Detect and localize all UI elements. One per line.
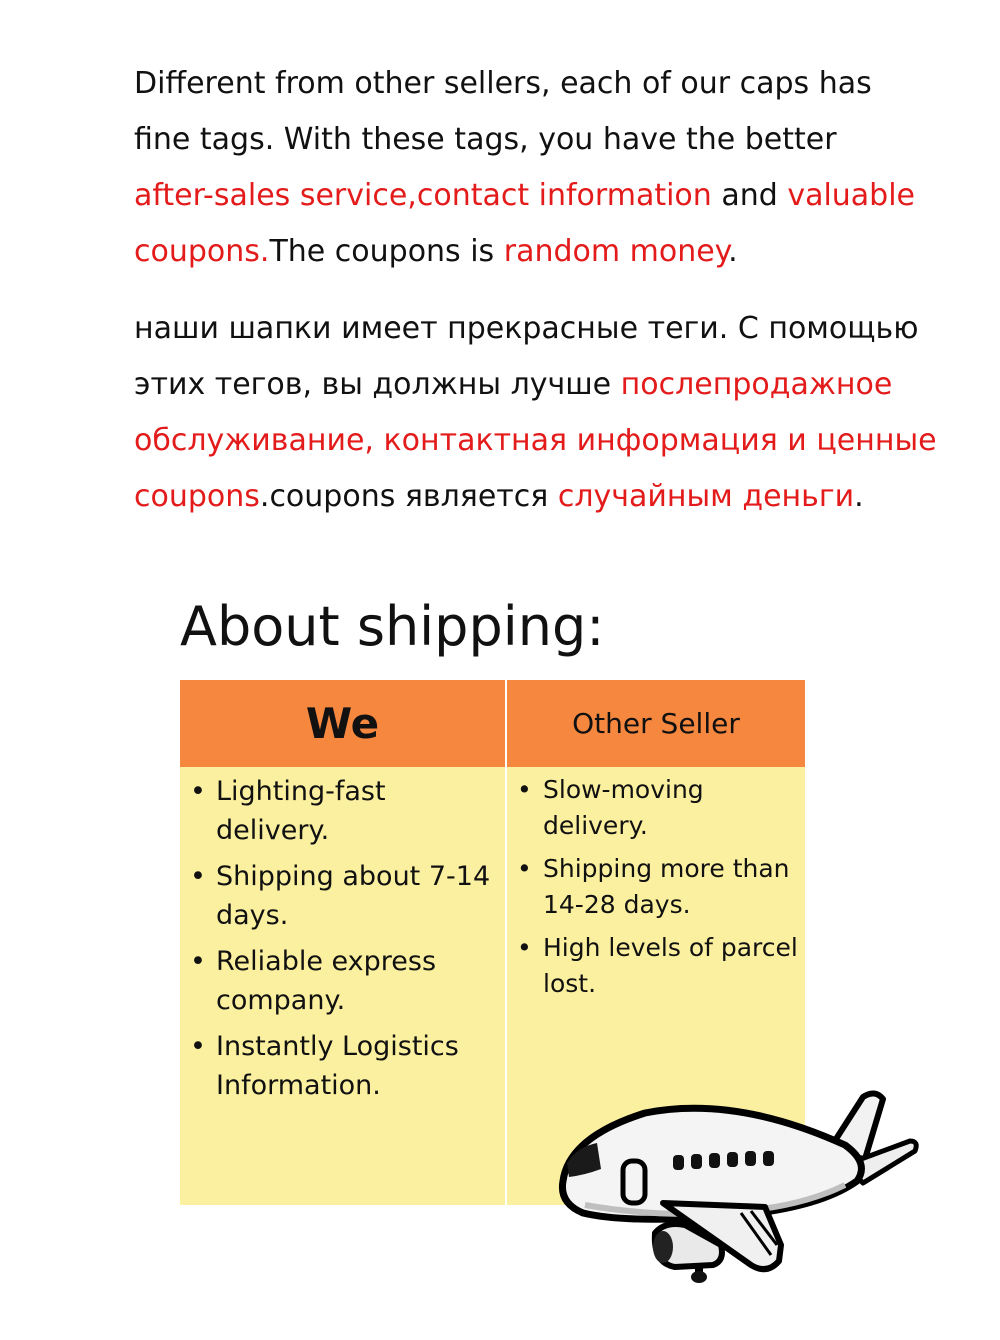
list-item xyxy=(513,930,801,1002)
list-item-text: Lighting-fast delivery. xyxy=(216,776,386,846)
highlight-coupons: coupons. xyxy=(134,234,270,269)
list-item xyxy=(513,851,801,923)
list-item xyxy=(186,1027,501,1105)
intro-en-line-1: Different from other sellers, each of our caps has xyxy=(134,66,872,101)
airplane-icon xyxy=(545,1085,935,1285)
column-divider xyxy=(505,680,507,1205)
bullet-icon: • xyxy=(190,776,206,807)
list-item xyxy=(186,857,501,935)
intro-ru-line-2-text: этих тегов, вы должны лучше xyxy=(134,367,621,402)
intro-en-line-3 xyxy=(134,168,934,224)
highlight-ru-after-sales: послепродажное xyxy=(620,367,893,402)
intro-en-line-2: fine tags. With these tags, you have the better xyxy=(134,122,837,157)
list-item-text: Shipping about 7-14 days. xyxy=(216,861,491,931)
intro-ru-line-2 xyxy=(134,357,934,413)
highlight-ru-random-money: случайным деньги xyxy=(557,479,855,514)
highlight-random-money: random money xyxy=(503,234,729,269)
intro-en-line-4 xyxy=(134,224,934,280)
bullet-icon: • xyxy=(190,861,206,892)
header-we: We xyxy=(180,680,505,767)
header-other-seller: Other Seller xyxy=(507,680,805,767)
intro-paragraph-russian xyxy=(134,301,937,525)
bullet-icon: • xyxy=(517,854,532,883)
intro-ru-line-3: обслуживание, контактная информация и ценные xyxy=(134,423,937,458)
highlight-after-sales: after-sales service,contact information xyxy=(134,178,712,213)
intro-en-coupons-is: The coupons is xyxy=(269,234,504,269)
list-item-text: Reliable express company. xyxy=(216,946,437,1016)
list-item xyxy=(513,772,801,844)
bullet-icon: • xyxy=(517,933,532,962)
intro-en-and: and xyxy=(711,178,788,213)
list-item xyxy=(186,772,501,850)
intro-paragraph-english xyxy=(134,56,934,280)
we-benefits-list xyxy=(186,772,501,1112)
bullet-icon: • xyxy=(190,1031,206,1062)
intro-ru-line-4 xyxy=(134,469,934,525)
intro-ru-coupons-is: .coupons является xyxy=(259,479,558,514)
intro-en-period: . xyxy=(728,234,738,269)
list-item xyxy=(186,942,501,1020)
bullet-icon: • xyxy=(190,946,206,977)
other-seller-list xyxy=(513,772,801,1009)
intro-ru-period: . xyxy=(854,479,864,514)
highlight-ru-coupons: coupons xyxy=(134,479,260,514)
intro-ru-line-1: наши шапки имеет прекрасные теги. С помощью xyxy=(134,311,919,346)
highlight-valuable: valuable xyxy=(787,178,916,213)
shipping-section-title: About shipping: xyxy=(180,595,605,658)
list-item-text: Instantly Logistics Information. xyxy=(216,1031,459,1101)
list-item-text: Shipping more than 14-28 days. xyxy=(543,854,790,919)
list-item-text: High levels of parcel lost. xyxy=(543,933,798,998)
bullet-icon: • xyxy=(517,775,532,804)
list-item-text: Slow-moving delivery. xyxy=(543,775,704,840)
